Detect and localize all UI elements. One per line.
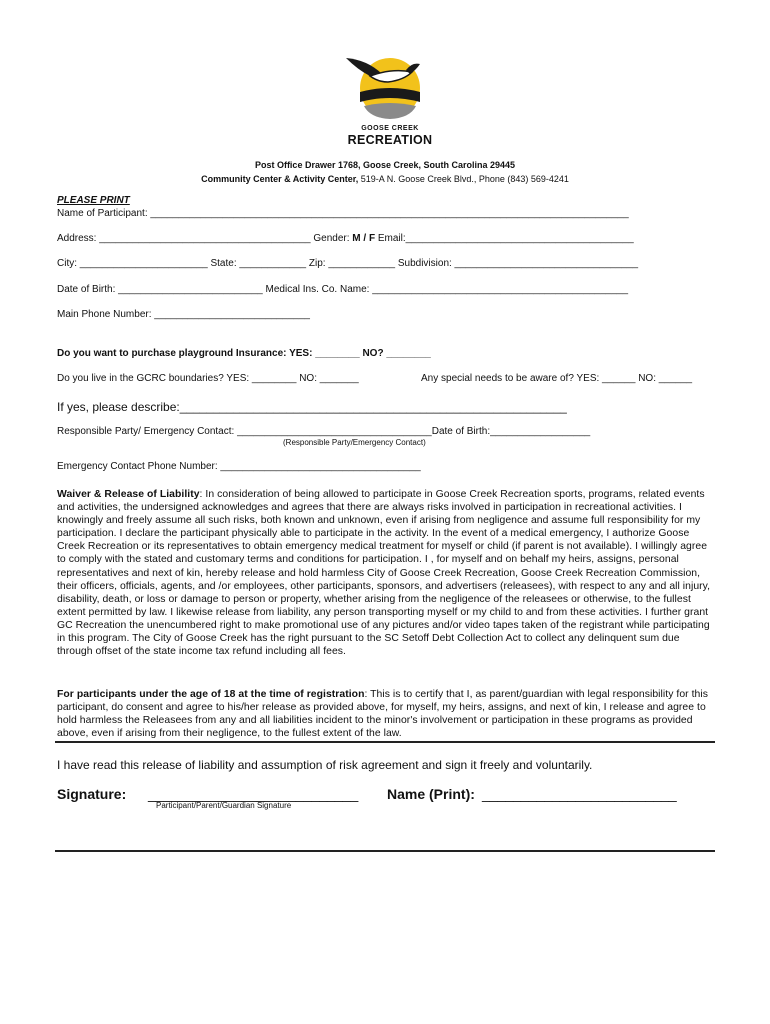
- bottom-divider: [55, 850, 715, 852]
- special-needs-question[interactable]: Any special needs to be aware of? YES: ______ NO: ______: [421, 373, 693, 384]
- responsible-party-caption: (Responsible Party/Emergency Contact): [283, 438, 426, 447]
- goose-creek-logo: [340, 48, 440, 130]
- agreement-statement: I have read this release of liability and assumption of risk agreement and sign it freely and voluntarily.: [57, 758, 593, 772]
- main-phone-field[interactable]: Main Phone Number: ____________________________: [57, 309, 310, 320]
- signature-caption: Participant/Parent/Guardian Signature: [156, 801, 292, 810]
- responsible-party-row[interactable]: Responsible Party/ Emergency Contact: ___________________________________Date of Birth:__________________: [57, 426, 591, 437]
- waiver-body: : In consideration of being allowed to participate in Goose Creek Recreation sports, programs, related events and activities, the undersigned acknowledges and agrees that there are always risks involved in participation in recreational activities. I knowingly and freely assume all such risks, both known and unknown, even if arising from negligence and assume full responsibility for my participation. I declare the participant physically able to participate in the activity. In the event of a medical emergency, I authorize Goose Creek Recreation or its representatives to obtain emergency medical treatment for myself or child (if parent is not available). I willingly agree to comply with the stated and customary terms and conditions for participation. I , for myself and on behalf my heirs, assigns, personal representatives and next of kin, hereby release and hold harmless City of Goose Creek Recreation, Goose Creek Recreation Commission, their officers, officials, agents, and /or employees, other participants, sponsors, and advertisers (releasees), with respect to any and all injury, disability, death, or loss or damage to person or property, whether arising from the negligence of the releasees or otherwise, to the fullest extent permitted by law. I likewise release from liability, any person transporting myself or my child to and from these activities. I further grant GC Recreation the unencumbered right to make promotional use of any pictures and/or video tapes taken of the registrant while participating in this program. The City of Goose Creek has the right pursuant to the SC Setoff Debt Collection Act to collect any delinquent sum due through offset of the state income tax refund including all fees.: [57, 489, 711, 658]
- signature-label: Signature:: [57, 786, 127, 802]
- please-print-label: PLEASE PRINT: [57, 195, 130, 206]
- address-line-2-bold: Community Center & Activity Center,: [201, 174, 359, 184]
- name-print-label: Name (Print):: [387, 786, 475, 802]
- minors-paragraph: [57, 688, 713, 740]
- logo-text-top: GOOSE CREEK: [361, 125, 419, 132]
- city-state-zip-row[interactable]: City: _______________________ State: ____________ Zip: ____________ Subdivision: _________________________________: [57, 258, 639, 269]
- if-yes-describe-field[interactable]: If yes, please describe:__________________________________________________________: [57, 400, 567, 414]
- playground-insurance-question[interactable]: Do you want to purchase playground Insurance: YES: ________ NO? ________: [57, 348, 431, 359]
- address-gender-email-row[interactable]: [57, 233, 634, 244]
- emergency-phone-field[interactable]: Emergency Contact Phone Number: ____________________________________: [57, 461, 421, 472]
- gender-options[interactable]: M / F: [352, 233, 376, 244]
- participant-name-field[interactable]: Name of Participant: ______________________________________________________________________________________: [57, 208, 629, 219]
- minors-body: : This is to certify that I, as parent/guardian with legal responsibility for this participant, do consent and agree to his/her release as provided above, for myself, my heirs, assigns, and next of kin, I release and agree to hold harmless the Releasees from any and all liabilities incident to the minor's involvement or participation in these programs as provided above, even if arising from their negligence, to the fullest extent of the law.: [57, 689, 708, 740]
- waiver-title: Waiver & Release of Liability: [57, 489, 200, 500]
- minors-title: For participants under the age of 18 at the time of registration: [57, 689, 365, 700]
- signature-line[interactable]: ___________________________: [148, 786, 359, 802]
- address-line-1: Post Office Drawer 1768, Goose Creek, South Carolina 29445: [254, 160, 516, 170]
- name-print-line[interactable]: _________________________: [482, 786, 677, 802]
- address-field[interactable]: Address: ______________________________________ Gender:: [57, 233, 353, 244]
- address-line-2: [0, 174, 770, 184]
- minors-divider: [55, 741, 715, 743]
- address-line-2-rest: 519-A N. Goose Creek Blvd., Phone (843) 569-4241: [358, 174, 569, 184]
- email-field[interactable]: Email:_________________________________________: [375, 233, 634, 244]
- gcrc-boundaries-question[interactable]: Do you live in the GCRC boundaries? YES: ________ NO: _______: [57, 373, 359, 384]
- logo-text-bottom: RECREATION: [347, 133, 433, 147]
- logo-water: [364, 103, 416, 119]
- waiver-paragraph: [57, 488, 713, 658]
- dob-insurance-row[interactable]: Date of Birth: __________________________ Medical Ins. Co. Name: ______________________________________________: [57, 284, 629, 295]
